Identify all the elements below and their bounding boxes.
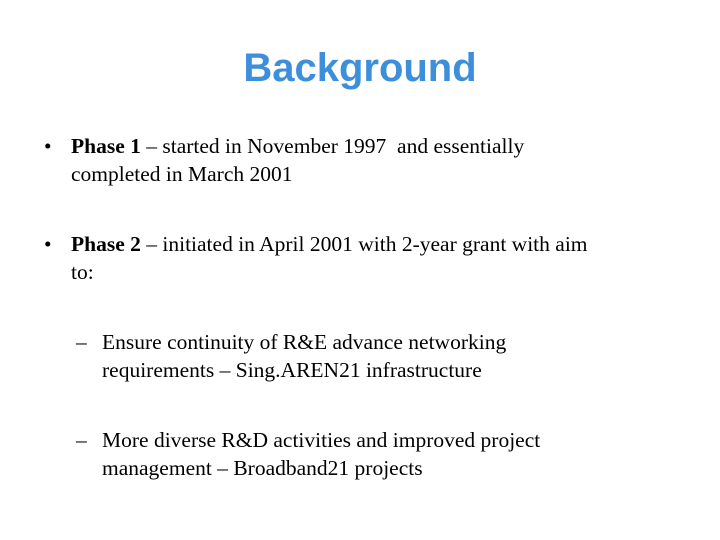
sub-bullet-line-2: requirements – Sing.AREN21 infrastructure bbox=[102, 358, 482, 382]
sub-bullet-line-2: management – Broadband21 projects bbox=[102, 456, 423, 480]
bullet-text bbox=[71, 132, 684, 188]
sub-bullet-line-1: Ensure continuity of R&E advance networking bbox=[102, 330, 507, 354]
sub-bullet-text bbox=[102, 328, 676, 384]
sub-bullet-text bbox=[102, 426, 676, 482]
bullet-text bbox=[71, 230, 684, 286]
sub-bullet-line-1: More diverse R&D activities and improved project bbox=[102, 428, 541, 452]
sub-bullet-marker: – bbox=[76, 428, 87, 452]
bullet-line-2: completed in March 2001 bbox=[71, 162, 293, 186]
bullet-phase-1 bbox=[44, 132, 684, 188]
bullet-phase-2 bbox=[44, 230, 684, 286]
sub-bullet-continuity bbox=[76, 328, 676, 384]
slide-title: Background bbox=[243, 46, 477, 90]
bullet-line-1-rest: – initiated in April 2001 with 2-year grant with aim bbox=[140, 232, 588, 256]
bullet-lead: Phase 2 bbox=[71, 232, 141, 256]
bullet-line-2: to: bbox=[71, 260, 94, 284]
bullet-line-1 bbox=[71, 134, 524, 158]
sub-bullet-marker: – bbox=[76, 330, 87, 354]
bullet-line-1-rest: – started in November 1997 and essentially bbox=[140, 134, 525, 158]
bullet-lead: Phase 1 bbox=[71, 134, 141, 158]
sub-bullet-rd-activities bbox=[76, 426, 676, 482]
bullet-marker: • bbox=[44, 134, 52, 158]
bullet-line-1 bbox=[71, 232, 588, 256]
bullet-marker: • bbox=[44, 232, 52, 256]
